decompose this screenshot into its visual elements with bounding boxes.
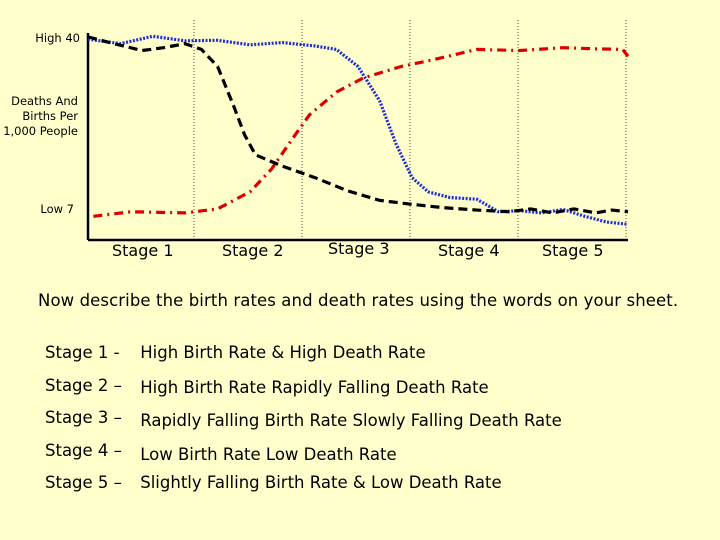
- stage-label-5: Stage 5: [542, 241, 604, 260]
- stage-label-3: Stage 3: [328, 239, 390, 258]
- series-line-3: [88, 37, 628, 213]
- description-stage-name: Stage 3 –: [45, 408, 122, 427]
- stage-label-2: Stage 2: [222, 241, 284, 260]
- y-label-high: High 40: [35, 31, 80, 45]
- instruction-text: Now describe the birth rates and death rates using the words on your sheet.: [38, 291, 679, 310]
- description-row-stage-5: [45, 473, 502, 492]
- description-text: High Birth Rate & High Death Rate: [140, 343, 426, 362]
- series-layer: [88, 36, 628, 224]
- description-text: Low Birth Rate Low Death Rate: [140, 445, 397, 464]
- y-label-low: Low 7: [40, 202, 74, 216]
- description-row-stage-3: [45, 408, 562, 430]
- description-text: High Birth Rate Rapidly Falling Death Rate: [140, 378, 489, 397]
- description-stage-name: Stage 1 -: [45, 343, 120, 362]
- y-axis-title-line-1: Deaths And: [11, 94, 78, 108]
- description-text: Slightly Falling Birth Rate & Low Death Rate: [140, 473, 502, 492]
- description-stage-name: Stage 5 –: [45, 473, 122, 492]
- description-stage-name: Stage 4 –: [45, 441, 122, 460]
- description-row-stage-4: [45, 441, 397, 464]
- description-row-stage-1: [45, 343, 426, 362]
- y-axis-title-line-2: Births Per: [22, 109, 78, 123]
- y-axis-title: [2, 94, 78, 139]
- series-line-2: [88, 36, 628, 224]
- description-text: Rapidly Falling Birth Rate Slowly Falling Death Rate: [140, 411, 562, 430]
- description-row-stage-2: [45, 376, 489, 395]
- description-stage-name: Stage 2 –: [45, 376, 122, 395]
- y-axis-title-line-3: 1,000 People: [3, 124, 78, 138]
- stage-label-1: Stage 1: [112, 241, 174, 260]
- stage-boundary-lines: [194, 20, 626, 240]
- stage-label-4: Stage 4: [438, 241, 500, 260]
